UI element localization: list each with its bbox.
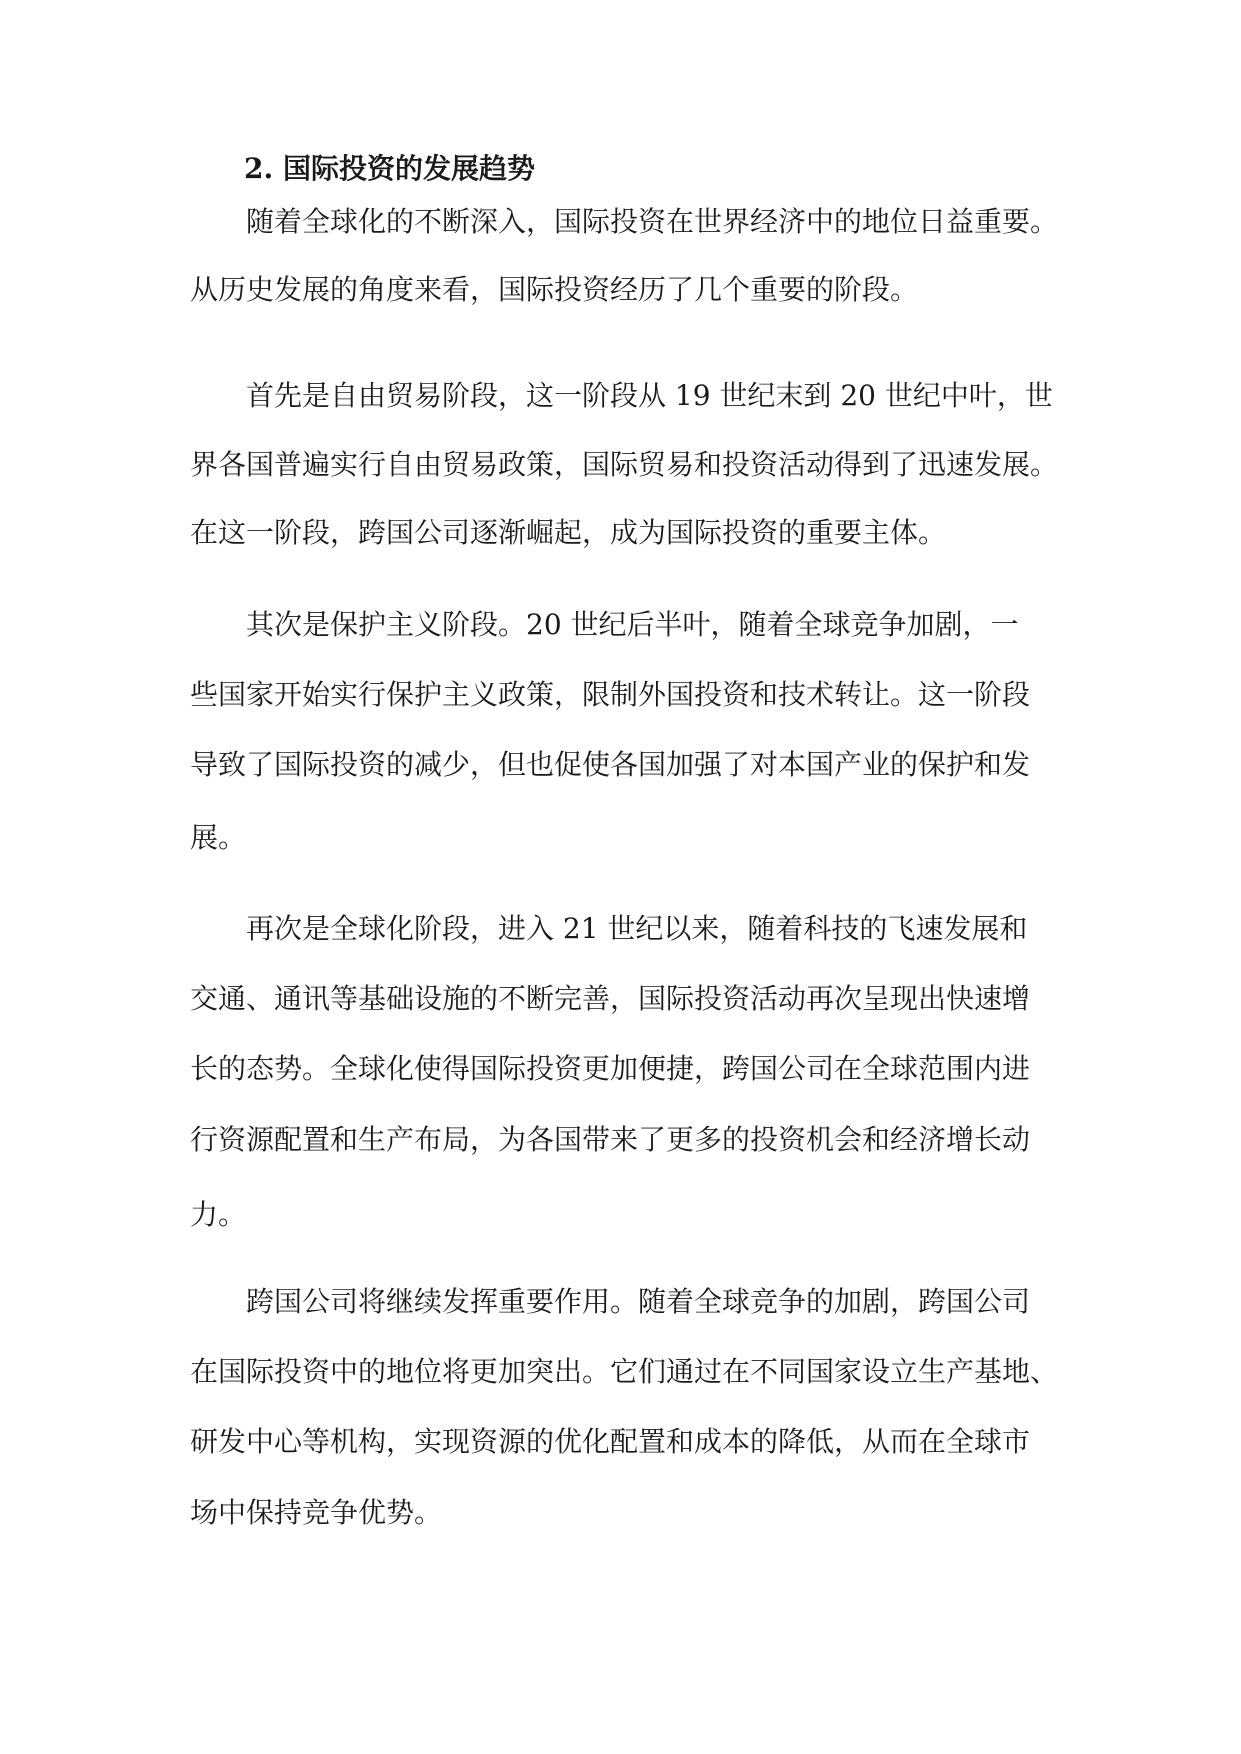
paragraph-3-line-1: 其次是保护主义阶段。20 世纪后半叶，随着全球竞争加剧，一 [246, 608, 1019, 641]
paragraph-2-line-1: 首先是自由贸易阶段，这一阶段从 19 世纪末到 20 世纪中叶，世 [246, 379, 1053, 412]
paragraph-4-line-4: 行资源配置和生产布局，为各国带来了更多的投资机会和经济增长动 [190, 1123, 1031, 1156]
paragraph-5-line-4: 场中保持竞争优势。 [190, 1496, 443, 1529]
paragraph-5-line-3: 研发中心等机构，实现资源的优化配置和成本的降低，从而在全球市 [190, 1425, 1031, 1458]
paragraph-4-line-1: 再次是全球化阶段，进入 21 世纪以来，随着科技的飞速发展和 [246, 912, 1028, 945]
section-heading: 2. 国际投资的发展趋势 [244, 152, 535, 185]
paragraph-1-line-1: 随着全球化的不断深入，国际投资在世界经济中的地位日益重要。 [246, 205, 1059, 238]
paragraph-3-line-4: 展。 [190, 821, 247, 854]
paragraph-5-line-2: 在国际投资中的地位将更加突出。它们通过在不同国家设立生产基地、 [190, 1355, 1059, 1388]
paragraph-5-line-1: 跨国公司将继续发挥重要作用。随着全球竞争的加剧，跨国公司 [246, 1285, 1031, 1318]
paragraph-4-line-2: 交通、通讯等基础设施的不断完善，国际投资活动再次呈现出快速增 [190, 982, 1031, 1015]
paragraph-3-line-3: 导致了国际投资的减少，但也促使各国加强了对本国产业的保护和发 [190, 748, 1031, 781]
paragraph-2-line-3: 在这一阶段，跨国公司逐渐崛起，成为国际投资的重要主体。 [190, 516, 947, 549]
paragraph-1-line-2: 从历史发展的角度来看，国际投资经历了几个重要的阶段。 [190, 273, 919, 306]
paragraph-3-line-2: 些国家开始实行保护主义政策，限制外国投资和技术转让。这一阶段 [190, 678, 1031, 711]
paragraph-4-line-5: 力。 [190, 1198, 247, 1231]
paragraph-4-line-3: 长的态势。全球化使得国际投资更加便捷，跨国公司在全球范围内进 [190, 1052, 1031, 1085]
paragraph-2-line-2: 界各国普遍实行自由贸易政策，国际贸易和投资活动得到了迅速发展。 [190, 448, 1059, 481]
